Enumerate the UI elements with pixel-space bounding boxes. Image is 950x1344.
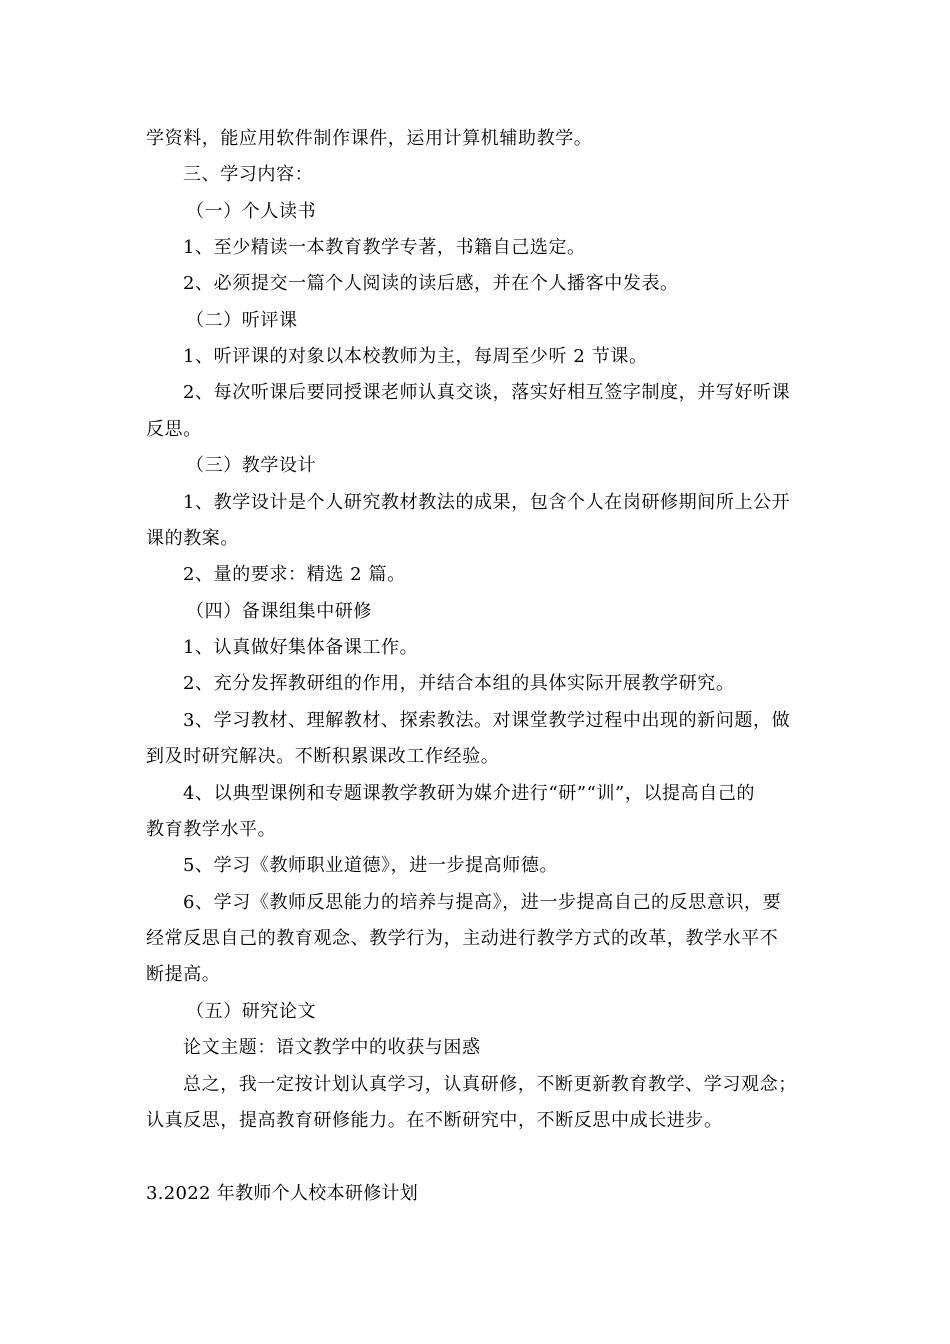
list-item-continuation: 反思。 (146, 419, 202, 440)
paragraph-line: 学资料，能应用软件制作课件，运用计算机辅助教学。 (146, 128, 593, 149)
list-item: 1、认真做好集体备课工作。 (183, 637, 419, 658)
subsection-title-reading: （一）个人读书 (186, 201, 317, 222)
list-item: 2、量的要求：精选 2 篇。 (183, 564, 406, 585)
list-item: 2、必须提交一篇个人阅读的读后感，并在个人播客中发表。 (183, 273, 679, 294)
list-item: 1、教学设计是个人研究教材教法的成果，包含个人在岗研修期间所上公开 (183, 492, 791, 513)
list-item: 1、听评课的对象以本校教师为主，每周至少听 2 节课。 (183, 346, 648, 367)
list-item: 4、以典型课例和专题课教学教研为媒介进行“研”“训”，以提高自己的 (183, 783, 756, 804)
paper-topic: 论文主题：语文教学中的收获与困惑 (183, 1037, 481, 1058)
section-heading: 3.2022 年教师个人校本研修计划 (146, 1183, 419, 1204)
summary-paragraph-line: 认真反思，提高教育研修能力。在不断研究中，不断反思中成长进步。 (146, 1110, 723, 1131)
list-item: 5、学习《教师职业道德》，进一步提高师德。 (183, 855, 559, 876)
subsection-title-lesson-group: （四）备课组集中研修 (186, 601, 372, 622)
list-item: 6、学习《教师反思能力的培养与提高》，进一步提高自己的反思意识，要 (183, 892, 782, 913)
list-item: 2、充分发挥教研组的作用，并结合本组的具体实际开展教学研究。 (183, 673, 735, 694)
list-item-continuation: 教育教学水平。 (146, 819, 277, 840)
list-item-continuation: 到及时研究解决。不断积累课改工作经验。 (146, 746, 500, 767)
subsection-title-teaching-design: （三）教学设计 (186, 455, 317, 476)
list-item: 3、学习教材、理解教材、探索教法。对课堂教学过程中出现的新问题，做 (183, 710, 791, 731)
section-title-learning-content: 三、学习内容： (183, 164, 314, 185)
list-item: 1、至少精读一本教育教学专著，书籍自己选定。 (183, 237, 586, 258)
subsection-title-research-paper: （五）研究论文 (186, 1001, 317, 1022)
list-item: 2、每次听课后要同授课老师认真交谈，落实好相互签字制度，并写好听课 (183, 382, 791, 403)
list-item-continuation: 经常反思自己的教育观念、教学行为，主动进行教学方式的改革，教学水平不 (146, 928, 779, 949)
list-item-continuation: 课的教案。 (146, 528, 239, 549)
list-item-continuation: 断提高。 (146, 964, 221, 985)
subsection-title-lesson-review: （二）听评课 (186, 310, 298, 331)
summary-paragraph-line: 总之，我一定按计划认真学习，认真研修，不断更新教育教学、学习观念； (183, 1074, 797, 1095)
